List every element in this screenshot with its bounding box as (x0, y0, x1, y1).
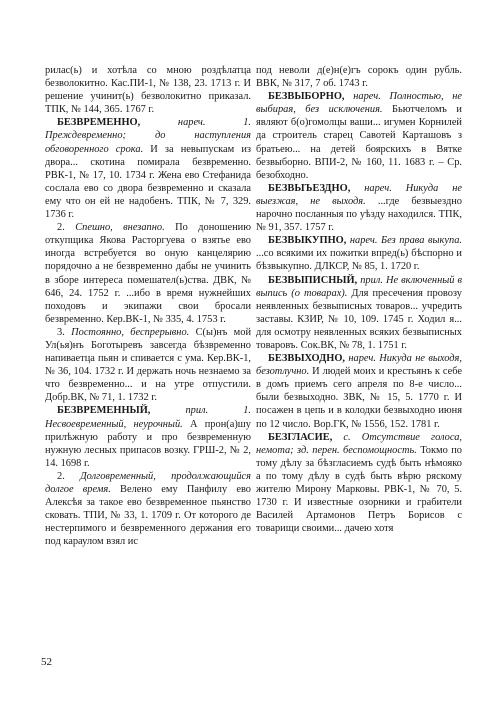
entry-paragraph (256, 64, 462, 90)
right-column (256, 64, 462, 535)
citation-text: Велено ему Панфилу ево Алексѣя за такое ево безвременное пьянство сковать. ТПИ, № 33, 1. 1709 г. От которого де нестерпимого и безвременного держания его под караулом взял ис (45, 484, 251, 548)
definition-text: Никуда не выезжая, не выходя. (256, 182, 462, 207)
headword: БЕЗВРЕМЕННЫЙ, (57, 405, 151, 417)
entry-paragraph (256, 431, 462, 536)
citation-text: 2. (57, 470, 81, 482)
citation-text: По доношению откупщика Якова Расторгуева о взятье ево иногда встребуется во оную канцелярию порядочно а не безвременно дабы не учинить в зборе интереса помешател(ь)ства. ДВК, № 646, 24. 1752 г. ...ибо в время нужнейших походовъ и экипажи свои бросали безвременно. Кер.ВК-1, № 335, 4. 1753 г. (45, 222, 251, 325)
headword: БЕЗВЫКУПНО, (268, 235, 347, 247)
definition-text: прил. 1. (150, 405, 251, 417)
headword: БЕЗВЫХОДНО, (268, 353, 345, 365)
entry-paragraph (256, 90, 462, 182)
citation-text: 3. (57, 326, 72, 338)
entry-paragraph (45, 326, 251, 405)
definition-text: нареч. (345, 353, 380, 365)
definition-text: нареч. (346, 235, 382, 247)
headword: БЕЗГЛАСИЕ, (268, 431, 333, 443)
definition-text: Несвоевременный, неурочный. (45, 418, 183, 430)
definition-text: нареч. (344, 91, 390, 103)
citation-text: ...где безвыездно нарочно посланныя по уѣзду находился. ТПК, № 91, 357. 1757 г. (256, 195, 462, 234)
definition-text: прил. (357, 274, 386, 286)
entry-paragraph (45, 64, 251, 116)
citation-text: под неволи д(е)н(е)гъ сорокъ один рубль. ВВК, № 317, 7 об. 1743 г. (256, 65, 462, 90)
definition-text: Преждевременно; до наступления обговоренного срока. (45, 130, 251, 155)
entry-paragraph (256, 352, 462, 431)
citation-text: рилас(ь) и хотѣла со мною роздѣлатца безволокитно. Кас.ПИ-1, № 138, 23. 1713 г. И решение учинит(ь) безволокитно приказал. ТПК, № 144, 365. 1767 г. (45, 65, 251, 116)
citation-text: И людей моих и крестьянъ к себе в домъ приемъ сего апреля по 8-е число... были безвыходно. ЗВК, № 15, 5. 1770 г. И посажен в цепь и в колодки безвыходно июня по 12 число. Вор.ГК, № 1556, 152. 1781 г. (256, 366, 462, 430)
entry-paragraph (256, 274, 462, 353)
citation-text: Для пресечения провозу неявленных безвыписных товаров... учредить заставы. КЗИР, № 10, 109. 1745 г. Ходил я... для осмотру неявленных всяких безвыписных товаровъ. Сок.ВК, № 78, 1. 1751 г. (256, 287, 462, 351)
definition-text: с. (332, 431, 362, 443)
entry-paragraph (45, 221, 251, 326)
entry-paragraph (256, 182, 462, 234)
definition-text: Никуда не выходя, безотлучно. (256, 353, 462, 378)
entry-paragraph (45, 404, 251, 469)
definition-text: Спешно, внезапно. (75, 222, 165, 234)
citation-text: Токмо по тому дѣлу за бѣзгласиемъ судѣ быть нѣмояко а по тому дѣлу в судѣ быть вѣрю ряскому жителю Мирону Марковы. РВК-1, № 70, 5. 1730 г. И известные озорники и грабители Василей Артамонов Петръ Борисов с товарищи своими... дачею хотя (256, 444, 462, 535)
definition-text: нареч. 1. (140, 117, 251, 129)
headword: БЕЗВЫБОРНО, (268, 91, 345, 103)
left-column (45, 64, 251, 548)
definition-text: Долговременный, продолжающийся долгое время. (45, 470, 251, 495)
definition-text: Не включенный в выпись (о товарах). (256, 274, 462, 299)
definition-text: Постоянно, беспрерывно. (71, 326, 190, 338)
definition-text: Отсутствие голоса, немота; зд. перен. беспомощность. (256, 431, 462, 456)
page-number: 52 (41, 656, 52, 668)
definition-text: Полностью, не выбирая, без исключения. (256, 91, 462, 116)
citation-text: Бьютчеломъ и являют б(о)гомолцы ваши... игумен Корнилей да строитель старец Савотей Карташовъ з братьею... на детей боярскихъ в Вятке безвыборно. ВПИ-2, № 160, 11. 1683 г. – Ср. безобходно. (256, 104, 462, 181)
citation-text: ...со всякими их пожитки впред(ь) бѣспорно и бѣзвыкупно. ДЛКСР, № 85, 1. 1720 г. (256, 248, 462, 273)
entry-paragraph (256, 234, 462, 273)
citation-text: И за невыпускам из двора... скотина помирала безвременно. РВК-1, № 17, 10. 1734 г. Жена ево Стефанида сослала ево со двора безвременно и сказала ему что он ей не надобенъ. ТПК, № 7, 329. 1736 г. (45, 143, 251, 221)
citation-text: 2. (57, 222, 76, 234)
entry-paragraph (45, 116, 251, 221)
headword: БЕЗВЫЪЕЗДНО, (268, 182, 351, 194)
headword: БЕЗВЫПИСНЫЙ, (268, 274, 358, 286)
definition-text: Без права выкупа. (381, 235, 462, 247)
citation-text: С(ы)нъ мой Ул(ья)нъ Боготыревъ завсегда бѣзвременно напиваетца пьян и спивается с ума. Кер.ВК-1, № 36, 104. 1732 г. И держать ночь незнаемо за что безвременно... и на утре отпустили. Добр.ВК, № 71, 1. 1732 г. (45, 326, 252, 404)
definition-text: нареч. (350, 182, 406, 194)
entry-paragraph (45, 470, 251, 549)
headword: БЕЗВРЕМЕННО, (57, 117, 141, 129)
citation-text: А прон(а)шу прилѣжную работу и про безвременную нужную лесных припасов возку. ГРШ-2, № 2, 14. 1698 г. (45, 418, 251, 469)
